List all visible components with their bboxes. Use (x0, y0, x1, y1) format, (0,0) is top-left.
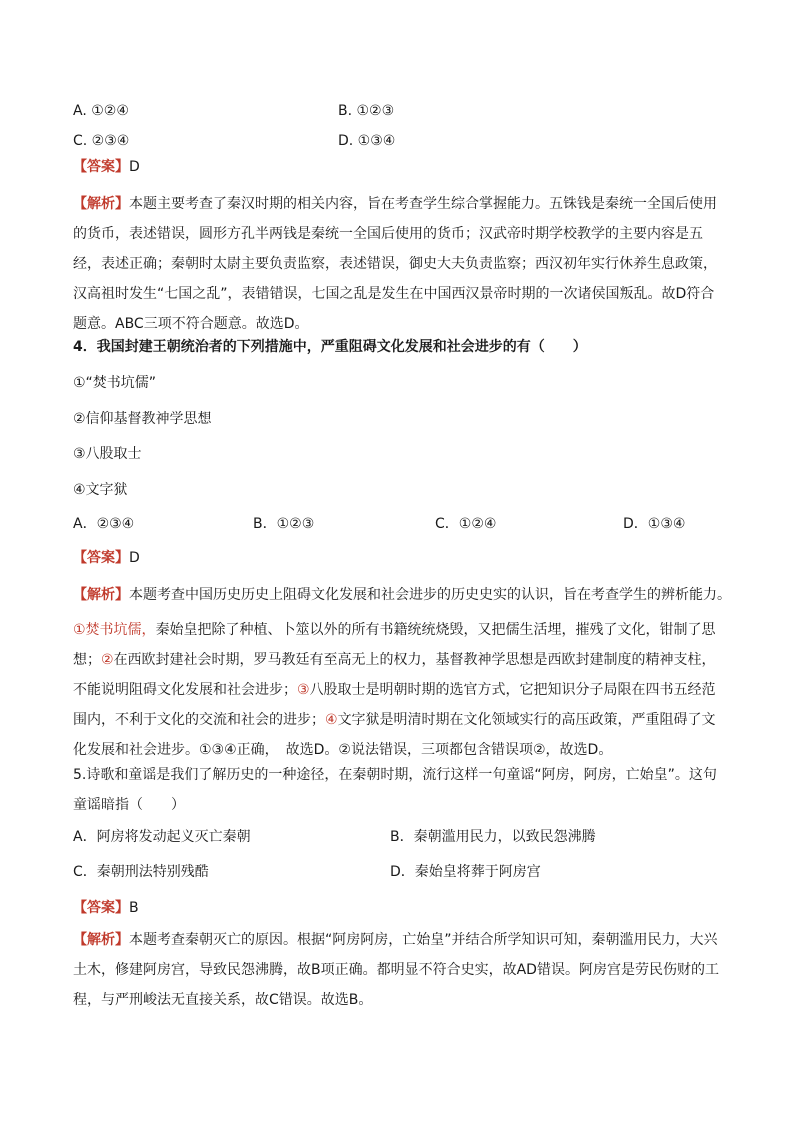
q5-option-c[interactable]: C．秦朝刑法特别残酷 (73, 864, 209, 880)
analysis-marker-3: ③ (297, 682, 310, 698)
analysis-intro-text: 本题考查中国历史历史上阻碍文化发展和社会进步的历史史实的认识，旨在考查学生的辨析能力。 (129, 587, 731, 603)
answer-value: D (129, 550, 140, 566)
q4-option-a[interactable]: A．②③④ (73, 516, 135, 532)
analysis-body-4: 文字狱是明清时期在文化领域实行的高压政策，严重阻碍了文化发展和社会进步。①③④正确， 故选D。②说法错误，三项都包含错误项②，故选D。 (73, 712, 716, 758)
q3-analysis (73, 189, 723, 339)
q3-option-b[interactable]: B. ①②③ (338, 103, 395, 119)
analysis-tag: 【解析】 (73, 196, 129, 212)
answer-value: D (129, 159, 140, 175)
q3-answer (73, 157, 140, 177)
q5-option-d[interactable]: D．秦始皇将葬于阿房宫 (390, 864, 541, 880)
q4-item-3: ③八股取士 (73, 446, 142, 462)
q4-item-4: ④文字狱 (73, 482, 128, 498)
q3-option-d[interactable]: D. ①③④ (338, 133, 396, 149)
q4-option-c[interactable]: C．①②④ (435, 516, 497, 532)
q5-analysis (73, 925, 723, 1015)
q4-answer (73, 548, 140, 568)
q4-analysis-body (73, 615, 723, 765)
answer-tag: 【答案】 (73, 159, 129, 175)
analysis-tag: 【解析】 (73, 932, 129, 948)
analysis-marker-4: ④ (325, 712, 338, 728)
q4-option-b[interactable]: B．①②③ (253, 516, 315, 532)
analysis-tag: 【解析】 (73, 587, 129, 603)
q4-stem: 4．我国封建王朝统治者的下列措施中，严重阻碍文化发展和社会进步的有（ ） (73, 339, 587, 355)
answer-tag: 【答案】 (73, 550, 129, 566)
analysis-body-1: 秦始皇把除了种植、卜筮以外的所有书籍统统烧毁，又把儒生活埋，摧残了文化，钳制了思想； (73, 622, 716, 668)
analysis-marker-1: ①焚书坑儒， (73, 622, 156, 638)
analysis-text: 本题考查秦朝灭亡的原因。根据“阿房阿房，亡始皇”并结合所学知识可知，秦朝滥用民力，大兴土木，修建阿房宫，导致民怨沸腾，故B项正确。都明显不符合史实，故AD错误。阿房宫是劳民伤财的工程，与严刑峻法无直接关系，故C错误。故选B。 (73, 932, 719, 1008)
q4-option-d[interactable]: D．①③④ (623, 516, 686, 532)
q5-option-b[interactable]: B．秦朝滥用民力，以致民怨沸腾 (390, 829, 596, 845)
q3-option-a[interactable]: A. ①②④ (73, 103, 129, 119)
q5-option-a[interactable]: A．阿房将发动起义灭亡秦朝 (73, 829, 251, 845)
q5-answer (73, 898, 139, 918)
q3-option-c[interactable]: C. ②③④ (73, 133, 130, 149)
analysis-body-3: 八股取士是明朝时期的选官方式，它把知识分子局限在四书五经范围内，不利于文化的交流和社会的进步； (73, 682, 716, 728)
analysis-marker-2: ② (101, 652, 114, 668)
analysis-body-2: 在西欧封建社会时期，罗马教廷有至高无上的权力，基督教神学思想是西欧封建制度的精神支柱，不能说明阻碍文化发展和社会进步； (73, 652, 716, 698)
q4-analysis-intro (73, 585, 731, 605)
analysis-text: 本题主要考查了秦汉时期的相关内容，旨在考查学生综合掌握能力。五铢钱是秦统一全国后使用的货币，表述错误，圆形方孔半两钱是秦统一全国后使用的货币；汉武帝时期学校教学的主要内容是五经，表述正确；秦朝时太尉主要负责监察，表述错误，御史大夫负责监察；西汉初年实行休养生息政策，汉高祖时发生“七国之乱”，表错错误，七国之乱是发生在中国西汉景帝时期的一次诸侯国叛乱。故D符合题意。ABC三项不符合题意。故选D。 (73, 196, 717, 332)
q5-stem: 5.诗歌和童谣是我们了解历史的一种途径，在秦朝时期，流行这样一句童谣“阿房，阿房，亡始皇”。这句童谣暗指（ ） (73, 767, 717, 813)
q4-item-2: ②信仰基督教神学思想 (73, 411, 212, 427)
q4-item-1: ①“焚书坑儒” (73, 375, 157, 391)
answer-value: B (129, 900, 139, 916)
answer-tag: 【答案】 (73, 900, 129, 916)
